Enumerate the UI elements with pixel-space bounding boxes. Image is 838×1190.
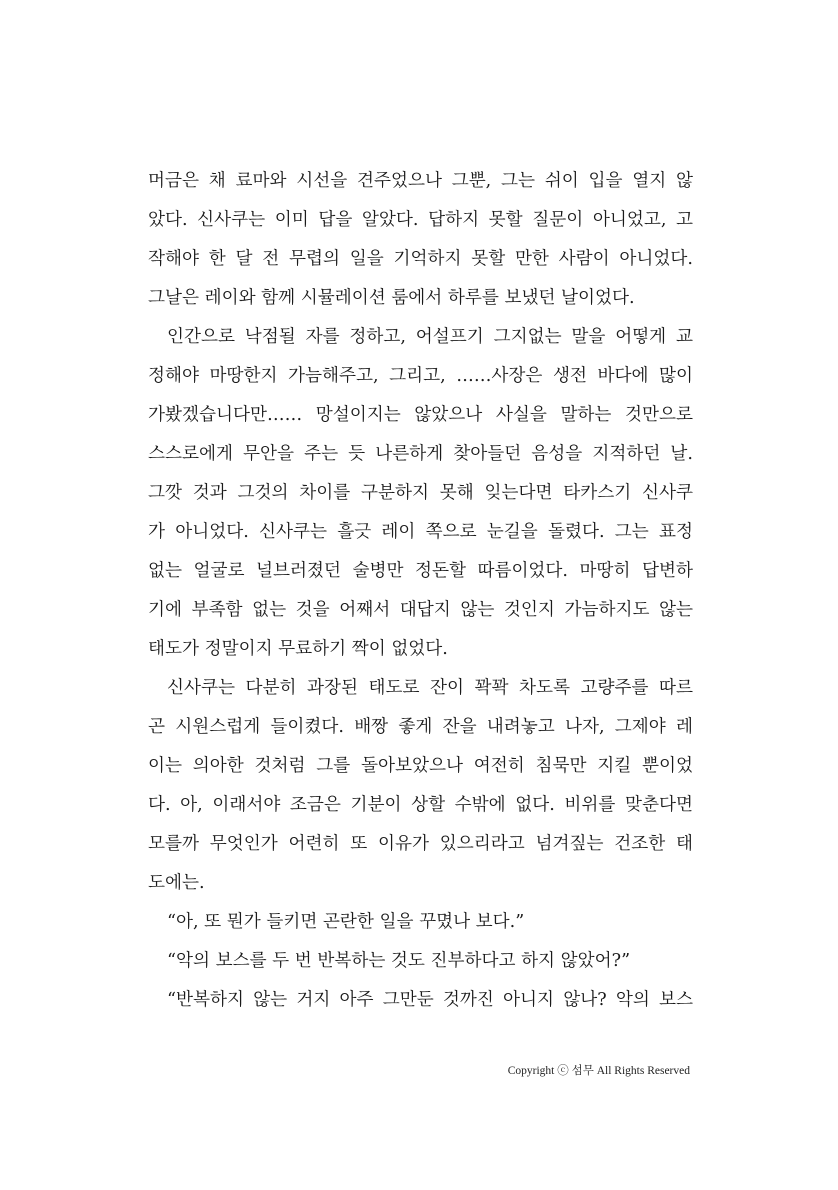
text-line: 작해야 한 달 전 무렵의 일을 기억하지 못할 만한 사람이 아니었다.: [148, 249, 693, 269]
text-line: 다. 아, 이래서야 조금은 기분이 상할 수밖에 없다. 비위를 맞춘다면: [148, 795, 693, 815]
text-line: 기에 부족함 없는 것을 어째서 대답지 않는 것인지 가늠하지도 않는: [148, 600, 693, 620]
text-line: 곤 시원스럽게 들이켰다. 배짱 좋게 잔을 내려놓고 나자, 그제야 레: [148, 717, 693, 737]
text-line: 정해야 마땅한지 가늠해주고, 그리고, ……사장은 생전 바다에 많이: [148, 366, 693, 386]
text-line: 그날은 레이와 함께 시뮬레이션 룸에서 하루를 보냈던 날이었다.: [148, 288, 635, 308]
text-line: 가 아니었다. 신사쿠는 흘긋 레이 쪽으로 눈길을 돌렸다. 그는 표정: [148, 522, 693, 542]
text-line: 머금은 채 료마와 시선을 견주었으나 그뿐, 그는 쉬이 입을 열지 않: [148, 171, 693, 191]
text-line: “반복하지 않는 거지 아주 그만둔 것까진 아니지 않나? 악의 보스: [167, 990, 693, 1010]
text-line: 스스로에게 무안을 주는 듯 나른하게 찾아들던 음성을 지적하던 날.: [148, 444, 693, 464]
text-line: 인간으로 낙점될 자를 정하고, 어설프기 그지없는 말을 어떻게 교: [167, 327, 693, 347]
text-line: 없는 얼굴로 널브러졌던 술병만 정돈할 따름이었다. 마땅히 답변하: [148, 561, 693, 581]
copyright-notice: Copyright ⓒ 섬무 All Rights Reserved: [507, 1065, 690, 1077]
text-line: 신사쿠는 다분히 과장된 태도로 잔이 꽉꽉 차도록 고량주를 따르: [167, 678, 693, 698]
text-line: 가봤겠습니다만…… 망설이지는 않았으나 사실을 말하는 것만으로: [148, 405, 693, 425]
text-line: “아, 또 뭔가 들키면 곤란한 일을 꾸몄나 보다.”: [167, 912, 525, 932]
text-line: 았다. 신사쿠는 이미 답을 알았다. 답하지 못할 질문이 아니었고, 고: [148, 210, 693, 230]
text-line: “악의 보스를 두 번 반복하는 것도 진부하다고 하지 않았어?”: [167, 951, 631, 971]
text-line: 그깟 것과 그것의 차이를 구분하지 못해 잊는다면 타카스기 신사쿠: [148, 483, 693, 503]
text-line: 도에는.: [148, 873, 205, 893]
text-line: 태도가 정말이지 무료하기 짝이 없었다.: [148, 639, 448, 659]
text-line: 모를까 무엇인가 어련히 또 이유가 있으리라고 넘겨짚는 건조한 태: [148, 834, 693, 854]
text-line: 이는 의아한 것처럼 그를 돌아보았으나 여전히 침묵만 지킬 뿐이었: [148, 756, 693, 776]
body-text: [148, 162, 693, 1020]
